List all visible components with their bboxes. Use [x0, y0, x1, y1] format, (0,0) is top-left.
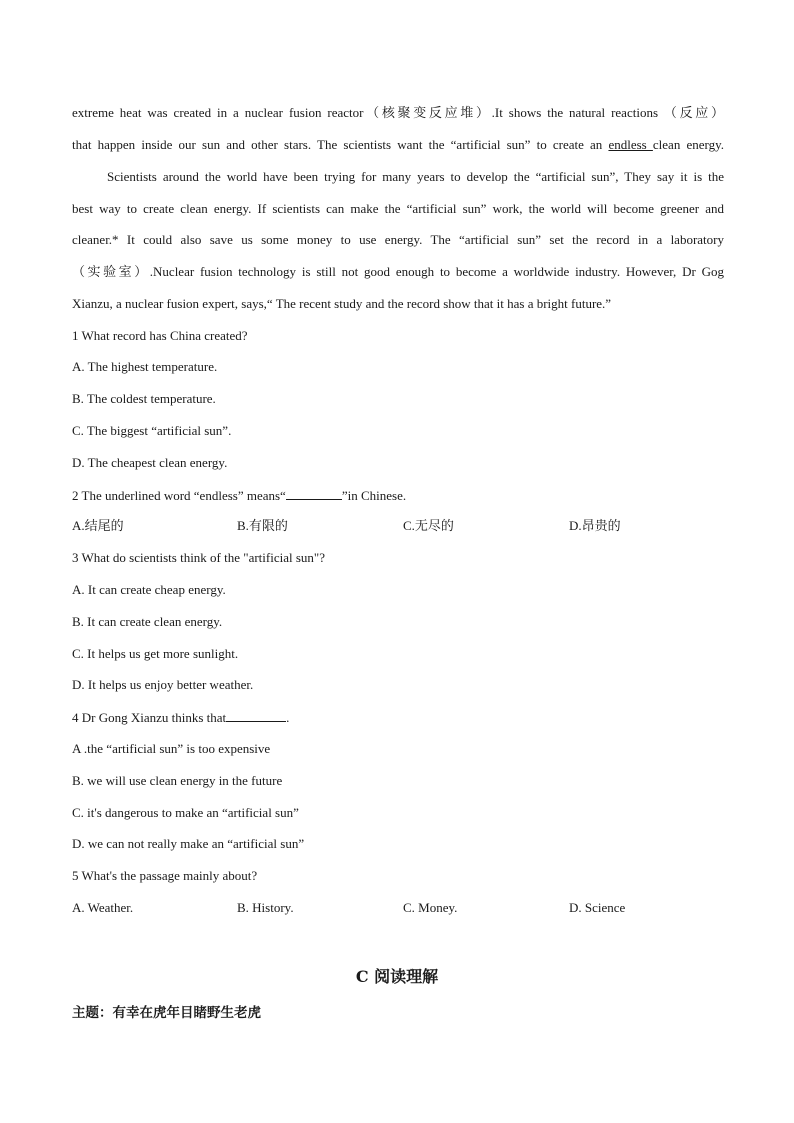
- question-text: .: [286, 710, 290, 725]
- answer-option: D. The cheapest clean energy.: [72, 455, 228, 470]
- answer-option: C.无尽的: [403, 518, 454, 533]
- section-title: C 阅读理解: [355, 967, 439, 986]
- answer-option: A .the “artificial sun” is too expensive: [72, 741, 271, 756]
- question-text: 4 Dr Gong Xianzu thinks that: [72, 710, 227, 725]
- answer-option: D. we can not really make an “artificial sun”: [72, 836, 305, 851]
- question-stem: [72, 709, 724, 726]
- answer-option: A. It can create cheap energy.: [72, 582, 226, 597]
- answer-option: C. The biggest “artificial sun”.: [72, 423, 232, 438]
- question-text: 2 The underlined word “endless” means“: [72, 488, 286, 503]
- underlined-word: endless: [608, 137, 653, 152]
- question-stem: 5 What's the passage mainly about?: [72, 868, 258, 883]
- passage-line: best way to create clean energy. If scientists can make the “artificial sun” work, the world will become greener and: [72, 201, 724, 216]
- answer-option: A. The highest temperature.: [72, 359, 218, 374]
- answer-option: A.结尾的: [72, 518, 124, 533]
- answer-option: D. It helps us enjoy better weather.: [72, 677, 254, 692]
- passage-line: Xianzu, a nuclear fusion expert, says,“ The recent study and the record show that it has a bright future.”: [72, 296, 612, 311]
- section-topic: 主题：有幸在虎年目睹野生老虎: [72, 1005, 261, 1021]
- passage-line: extreme heat was created in a nuclear fusion reactor（核聚变反应堆）.It shows the natural reactions （反应）: [72, 105, 724, 120]
- passage-text: that happen inside our sun and other stars. The scientists want the “artificial sun” to create an: [72, 137, 609, 152]
- answer-option: D.昂贵的: [569, 518, 621, 533]
- answer-option: C. It helps us get more sunlight.: [72, 646, 239, 661]
- answer-option: A. Weather.: [72, 900, 134, 915]
- question-stem: [72, 487, 724, 504]
- answer-option: B. History.: [237, 900, 294, 915]
- answer-option: D. Science: [569, 900, 626, 915]
- answer-option: C. it's dangerous to make an “artificial sun”: [72, 805, 299, 820]
- passage-line: [72, 137, 724, 153]
- answer-blank: [226, 709, 286, 722]
- answer-option: B. The coldest temperature.: [72, 391, 216, 406]
- answer-blank: [286, 487, 342, 500]
- passage-line: （实验室）.Nuclear fusion technology is still not good enough to become a worldwide industry. However, Dr Gog: [72, 264, 724, 279]
- passage-line: Scientists around the world have been trying for many years to develop the “artificial sun”, They say it is the: [107, 169, 724, 184]
- question-stem: 3 What do scientists think of the "artificial sun"?: [72, 550, 325, 565]
- answer-option: B. we will use clean energy in the future: [72, 773, 283, 788]
- answer-option: B.有限的: [237, 518, 288, 533]
- question-stem: 1 What record has China created?: [72, 328, 248, 343]
- answer-option: B. It can create clean energy.: [72, 614, 223, 629]
- passage-text: clean energy.: [652, 137, 725, 152]
- passage-line: cleaner.* It could also save us some money to use energy. The “artificial sun” set the record in a laboratory: [72, 232, 724, 247]
- question-text: ”in Chinese.: [341, 488, 407, 503]
- answer-option: C. Money.: [403, 900, 458, 915]
